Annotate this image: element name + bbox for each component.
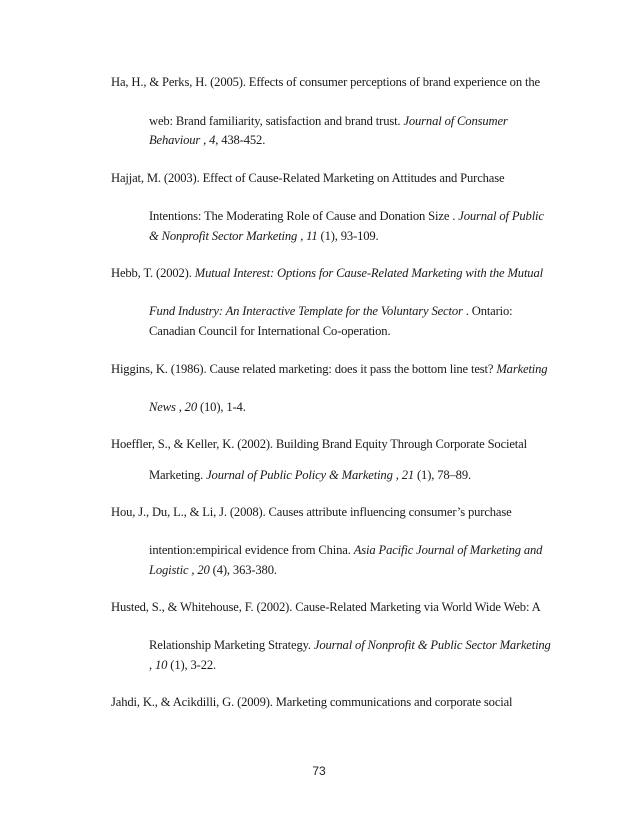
italic-text: Journal of Nonprofit & Public Sector Marketing bbox=[313, 638, 551, 652]
italic-text: Mutual Interest: Options for Cause-Related Marketing with the Mutual bbox=[194, 266, 543, 280]
text-segment: Higgins, K. (1986). Cause related marketing: does it pass the bottom line test? bbox=[111, 362, 497, 376]
italic-text: Journal of Public Policy & Marketing , 21 bbox=[206, 468, 415, 482]
reference-line bbox=[149, 208, 544, 224]
text-segment: (1), 93-109. bbox=[317, 229, 379, 243]
reference-line bbox=[111, 504, 512, 520]
reference-line bbox=[149, 637, 551, 653]
reference-line bbox=[149, 542, 542, 558]
reference-line bbox=[149, 113, 508, 129]
italic-text: , 10 bbox=[149, 658, 168, 672]
italic-text: Marketing bbox=[496, 362, 548, 376]
page-number: 73 bbox=[312, 764, 326, 778]
text-segment: Marketing. bbox=[149, 468, 207, 482]
reference-line bbox=[149, 657, 216, 673]
text-segment: Intentions: The Moderating Role of Cause and Donation Size . bbox=[149, 209, 459, 223]
reference-line bbox=[111, 599, 541, 615]
reference-line bbox=[149, 228, 379, 244]
text-segment: Hou, J., Du, L., & Li, J. (2008). Causes attribute influencing consumer’s purchase bbox=[111, 505, 512, 519]
reference-line bbox=[111, 265, 543, 281]
text-segment: Canadian Council for International Co-operation. bbox=[149, 324, 391, 338]
text-segment: Hebb, T. (2002). bbox=[111, 266, 195, 280]
text-segment: Relationship Marketing Strategy. bbox=[149, 638, 314, 652]
text-segment: Hajjat, M. (2003). Effect of Cause-Related Marketing on Attitudes and Purchase bbox=[111, 171, 505, 185]
italic-text: Behaviour , 4 bbox=[149, 133, 216, 147]
italic-text: News , 20 bbox=[149, 400, 197, 414]
text-segment: , 438-452. bbox=[215, 133, 266, 147]
reference-line bbox=[149, 467, 471, 483]
text-segment: (10), 1-4. bbox=[196, 400, 246, 414]
reference-line bbox=[111, 74, 540, 90]
italic-text: Journal of Public bbox=[458, 209, 544, 223]
italic-text: & Nonprofit Sector Marketing , 11 bbox=[149, 229, 318, 243]
reference-line bbox=[111, 361, 547, 377]
italic-text: Asia Pacific Journal of Marketing and bbox=[353, 543, 543, 557]
reference-line bbox=[111, 170, 504, 186]
text-segment: Hoeffler, S., & Keller, K. (2002). Building Brand Equity Through Corporate Societal bbox=[111, 437, 527, 451]
text-segment: web: Brand familiarity, satisfaction and brand trust. bbox=[149, 114, 404, 128]
italic-text: Journal of Consumer bbox=[403, 114, 508, 128]
reference-line bbox=[149, 323, 390, 339]
italic-text: Logistic , 20 bbox=[149, 563, 210, 577]
text-segment: Husted, S., & Whitehouse, F. (2002). Cause-Related Marketing via World Wide Web: A bbox=[111, 600, 541, 614]
text-segment: (4), 363-380. bbox=[209, 563, 277, 577]
text-segment: Jahdi, K., & Acikdilli, G. (2009). Marketing communications and corporate social bbox=[111, 695, 513, 709]
italic-text: Fund Industry: An Interactive Template for the Voluntary Sector bbox=[149, 304, 463, 318]
text-segment: intention:empirical evidence from China. bbox=[149, 543, 354, 557]
reference-line bbox=[111, 436, 527, 452]
reference-line bbox=[149, 303, 513, 319]
reference-line bbox=[149, 399, 246, 415]
text-segment: . Ontario: bbox=[462, 304, 513, 318]
text-segment: (1), 78–89. bbox=[414, 468, 471, 482]
reference-line bbox=[149, 562, 277, 578]
text-segment: (1), 3-22. bbox=[167, 658, 217, 672]
text-segment: Ha, H., & Perks, H. (2005). Effects of consumer perceptions of brand experience on the bbox=[111, 75, 540, 89]
reference-line bbox=[149, 132, 265, 148]
reference-line bbox=[111, 694, 512, 710]
